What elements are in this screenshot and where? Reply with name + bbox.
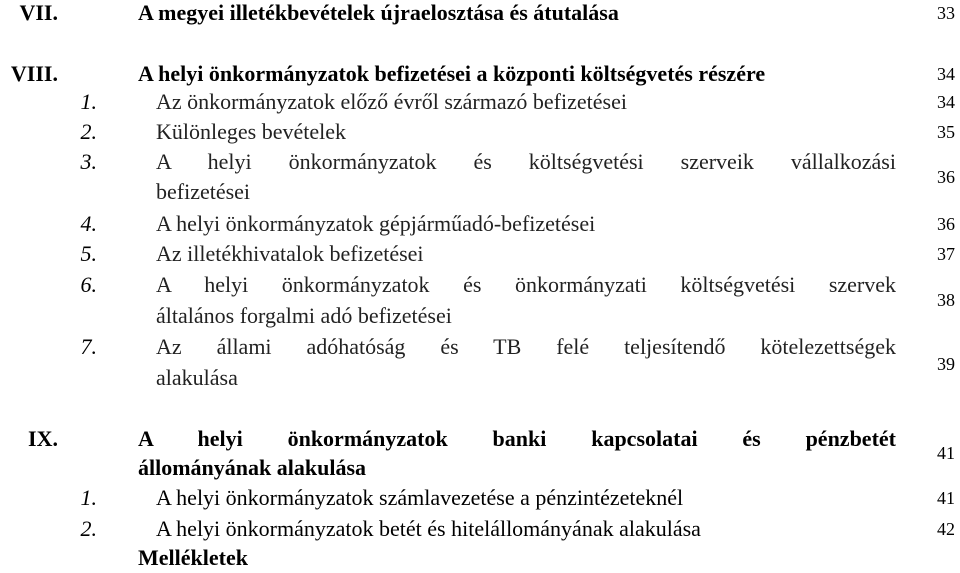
page-number: 36 — [937, 167, 955, 187]
entry-title-line2: befizetései — [156, 179, 251, 204]
chapter-title: A megyei illetékbevételek újraelosztása és átutalása — [138, 0, 619, 25]
chapter-title: A helyi önkormányzatok banki kapcsolatai és pénzbetét — [138, 426, 896, 451]
page-number: 34 — [937, 92, 955, 112]
entry-number: 1. — [80, 89, 97, 114]
chapter-number: IX. — [28, 426, 58, 451]
entry-number: 4. — [80, 211, 97, 236]
entry-number: 1. — [80, 485, 97, 510]
page-number: 34 — [937, 64, 955, 84]
entry-title: Az illetékhivatalok befizetései — [156, 241, 424, 266]
chapter-number: VIII. — [10, 61, 58, 86]
page-number: 35 — [937, 122, 955, 142]
page-number: 41 — [937, 488, 955, 508]
entry-number: 3. — [80, 149, 97, 174]
entry-title: Különleges bevételek — [156, 119, 346, 144]
entry-title: A helyi önkormányzatok betét és hitelállományának alakulása — [156, 516, 701, 541]
page-number: 33 — [937, 3, 955, 23]
entry-title: A helyi önkormányzatok gépjárműadó-befizetései — [156, 211, 596, 236]
entry-title: A helyi önkormányzatok számlavezetése a pénzintézeteknél — [156, 485, 684, 510]
chapter-title: A helyi önkormányzatok befizetései a központi költségvetés részére — [138, 61, 766, 86]
entry-title-line2: általános forgalmi adó befizetései — [156, 303, 452, 328]
page-number: 42 — [937, 519, 955, 539]
page-number: 36 — [937, 214, 955, 234]
chapter-number: VII. — [19, 0, 58, 25]
page-number: 37 — [937, 244, 955, 264]
page-number: 39 — [937, 354, 955, 374]
entry-number: 2. — [80, 516, 97, 541]
entry-number: 5. — [80, 241, 97, 266]
page-number: 38 — [937, 290, 955, 310]
entry-title-line2: alakulása — [156, 365, 238, 390]
chapter-title-line2: állományának alakulása — [138, 455, 367, 480]
entry-number: 2. — [80, 119, 97, 144]
entry-number: 6. — [80, 272, 97, 297]
entry-title: Az önkormányzatok előző évről származó befizetései — [156, 89, 627, 114]
entry-title: A helyi önkormányzatok és költségvetési szerveik vállalkozási — [156, 149, 896, 174]
entry-title: A helyi önkormányzatok és önkormányzati költségvetési szervek — [156, 272, 896, 297]
entry-number: 7. — [80, 334, 97, 359]
page-number: 41 — [937, 443, 955, 463]
entry-title: Az állami adóhatóság és TB felé teljesítendő kötelezettségek — [156, 334, 896, 359]
appendix-title: Mellékletek — [138, 545, 248, 570]
